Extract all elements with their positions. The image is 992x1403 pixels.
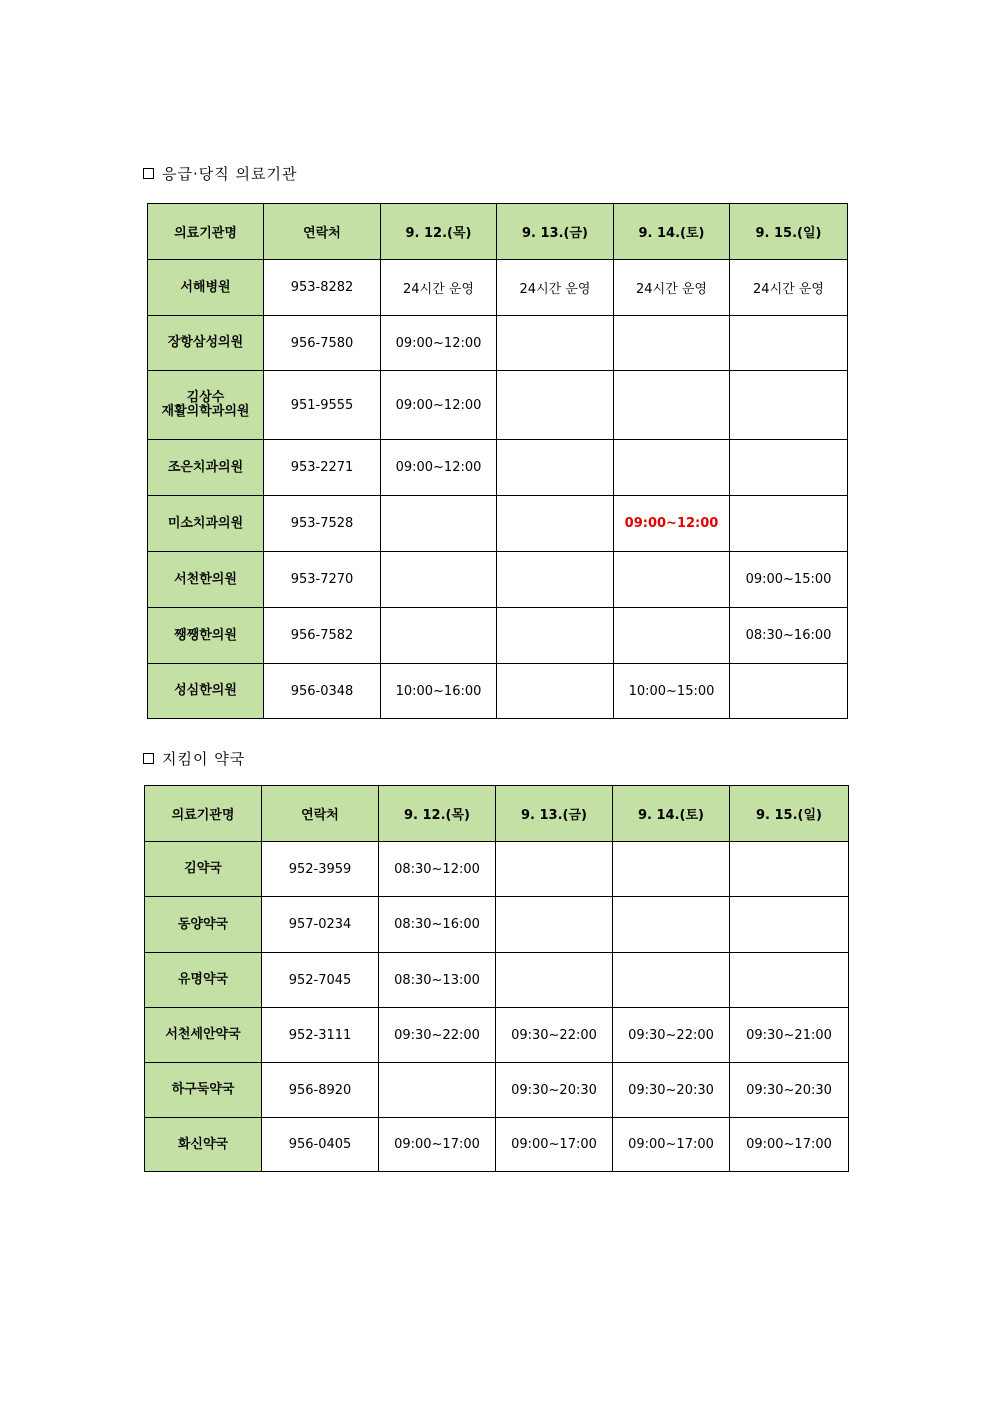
phone-number: 953-7270 xyxy=(264,552,381,608)
hours-cell xyxy=(730,842,849,897)
hours-cell xyxy=(614,552,730,608)
hours-cell xyxy=(496,897,613,953)
hours-cell xyxy=(614,371,730,440)
table-row xyxy=(145,842,849,897)
pharmacy-name: 동양약국 xyxy=(145,897,262,953)
phone-number: 956-8920 xyxy=(262,1063,379,1118)
pharmacy-name: 화신약국 xyxy=(145,1118,262,1172)
emergency-section-title xyxy=(143,163,297,184)
hours-cell xyxy=(613,842,730,897)
pharmacy-title-text: 지킴이 약국 xyxy=(162,750,246,768)
hours-cell xyxy=(497,664,614,719)
pharmacy-name: 유명약국 xyxy=(145,953,262,1008)
table-row xyxy=(145,897,849,953)
hours-cell: 24시간 운영 xyxy=(614,260,730,316)
table-row xyxy=(148,440,848,496)
emergency-title-text: 응급·당직 의료기관 xyxy=(162,165,298,183)
phone-number: 952-3959 xyxy=(262,842,379,897)
checkbox-square-icon xyxy=(143,753,154,764)
column-header-date: 9. 14.(토) xyxy=(614,204,730,260)
hours-cell xyxy=(381,608,497,664)
hours-cell: 09:30~20:30 xyxy=(496,1063,613,1118)
hours-cell xyxy=(614,440,730,496)
hours-cell xyxy=(614,316,730,371)
pharmacy-name: 하구둑약국 xyxy=(145,1063,262,1118)
institution-name: 김상수 재활의학과의원 xyxy=(148,371,264,440)
table-row xyxy=(148,371,848,440)
hours-cell: 10:00~15:00 xyxy=(614,664,730,719)
column-header-date: 9. 13.(금) xyxy=(496,786,613,842)
hours-cell: 09:00~17:00 xyxy=(379,1118,496,1172)
hours-cell xyxy=(730,897,849,953)
phone-number: 956-0348 xyxy=(264,664,381,719)
hours-cell: 24시간 운영 xyxy=(730,260,848,316)
phone-number: 953-8282 xyxy=(264,260,381,316)
table-row xyxy=(148,316,848,371)
column-header-name: 의료기관명 xyxy=(145,786,262,842)
hours-cell: 09:30~21:00 xyxy=(730,1008,849,1063)
column-header-date: 9. 14.(토) xyxy=(613,786,730,842)
hours-cell xyxy=(381,552,497,608)
column-header-date: 9. 15.(일) xyxy=(730,786,849,842)
checkbox-square-icon xyxy=(143,168,154,179)
pharmacy-name: 김약국 xyxy=(145,842,262,897)
phone-number: 956-7580 xyxy=(264,316,381,371)
column-header-date: 9. 13.(금) xyxy=(497,204,614,260)
hours-cell: 08:30~16:00 xyxy=(379,897,496,953)
emergency-schedule-table xyxy=(147,203,848,719)
table-row xyxy=(145,1118,849,1172)
hours-cell xyxy=(497,371,614,440)
table-row xyxy=(145,1063,849,1118)
hours-cell: 24시간 운영 xyxy=(381,260,497,316)
hours-cell: 09:30~22:00 xyxy=(379,1008,496,1063)
hours-cell-highlighted: 09:00~12:00 xyxy=(614,496,730,552)
hours-cell xyxy=(730,664,848,719)
table-row xyxy=(148,608,848,664)
hours-cell: 09:00~12:00 xyxy=(381,440,497,496)
phone-number: 953-2271 xyxy=(264,440,381,496)
hours-cell: 08:30~12:00 xyxy=(379,842,496,897)
phone-number: 956-7582 xyxy=(264,608,381,664)
hours-cell: 09:30~22:00 xyxy=(613,1008,730,1063)
hours-cell: 09:00~17:00 xyxy=(496,1118,613,1172)
hours-cell xyxy=(497,552,614,608)
hours-cell: 09:30~20:30 xyxy=(730,1063,849,1118)
institution-name: 쨍쨍한의원 xyxy=(148,608,264,664)
pharmacy-schedule-table xyxy=(144,785,849,1172)
hours-cell: 08:30~13:00 xyxy=(379,953,496,1008)
hours-cell xyxy=(496,953,613,1008)
table-row xyxy=(148,664,848,719)
institution-name: 미소치과의원 xyxy=(148,496,264,552)
institution-name: 성심한의원 xyxy=(148,664,264,719)
institution-name: 서천한의원 xyxy=(148,552,264,608)
institution-name: 서해병원 xyxy=(148,260,264,316)
hours-cell xyxy=(730,953,849,1008)
hours-cell xyxy=(730,371,848,440)
phone-number: 956-0405 xyxy=(262,1118,379,1172)
hours-cell: 08:30~16:00 xyxy=(730,608,848,664)
hours-cell: 09:00~17:00 xyxy=(730,1118,849,1172)
table-row xyxy=(148,496,848,552)
hours-cell xyxy=(379,1063,496,1118)
hours-cell: 09:00~12:00 xyxy=(381,371,497,440)
phone-number: 953-7528 xyxy=(264,496,381,552)
hours-cell: 24시간 운영 xyxy=(497,260,614,316)
hours-cell xyxy=(730,316,848,371)
pharmacy-name: 서천세안약국 xyxy=(145,1008,262,1063)
hours-cell xyxy=(496,842,613,897)
table-row xyxy=(145,1008,849,1063)
hours-cell xyxy=(497,496,614,552)
table-header-row xyxy=(145,786,849,842)
column-header-date: 9. 12.(목) xyxy=(379,786,496,842)
hours-cell: 09:30~20:30 xyxy=(613,1063,730,1118)
hours-cell xyxy=(613,897,730,953)
table-row xyxy=(148,260,848,316)
hours-cell xyxy=(497,440,614,496)
column-header-date: 9. 15.(일) xyxy=(730,204,848,260)
column-header-phone: 연락처 xyxy=(262,786,379,842)
hours-cell xyxy=(730,440,848,496)
phone-number: 952-3111 xyxy=(262,1008,379,1063)
phone-number: 951-9555 xyxy=(264,371,381,440)
phone-number: 957-0234 xyxy=(262,897,379,953)
table-row xyxy=(145,953,849,1008)
hours-cell xyxy=(497,316,614,371)
column-header-date: 9. 12.(목) xyxy=(381,204,497,260)
institution-name: 조은치과의원 xyxy=(148,440,264,496)
hours-cell: 09:00~12:00 xyxy=(381,316,497,371)
hours-cell: 09:00~17:00 xyxy=(613,1118,730,1172)
hours-cell xyxy=(497,608,614,664)
table-header-row xyxy=(148,204,848,260)
column-header-phone: 연락처 xyxy=(264,204,381,260)
pharmacy-section-title xyxy=(143,748,245,769)
hours-cell: 09:00~15:00 xyxy=(730,552,848,608)
hours-cell xyxy=(614,608,730,664)
institution-name: 장항삼성의원 xyxy=(148,316,264,371)
hours-cell xyxy=(730,496,848,552)
hours-cell: 10:00~16:00 xyxy=(381,664,497,719)
hours-cell: 09:30~22:00 xyxy=(496,1008,613,1063)
table-row xyxy=(148,552,848,608)
phone-number: 952-7045 xyxy=(262,953,379,1008)
hours-cell xyxy=(613,953,730,1008)
column-header-name: 의료기관명 xyxy=(148,204,264,260)
hours-cell xyxy=(381,496,497,552)
